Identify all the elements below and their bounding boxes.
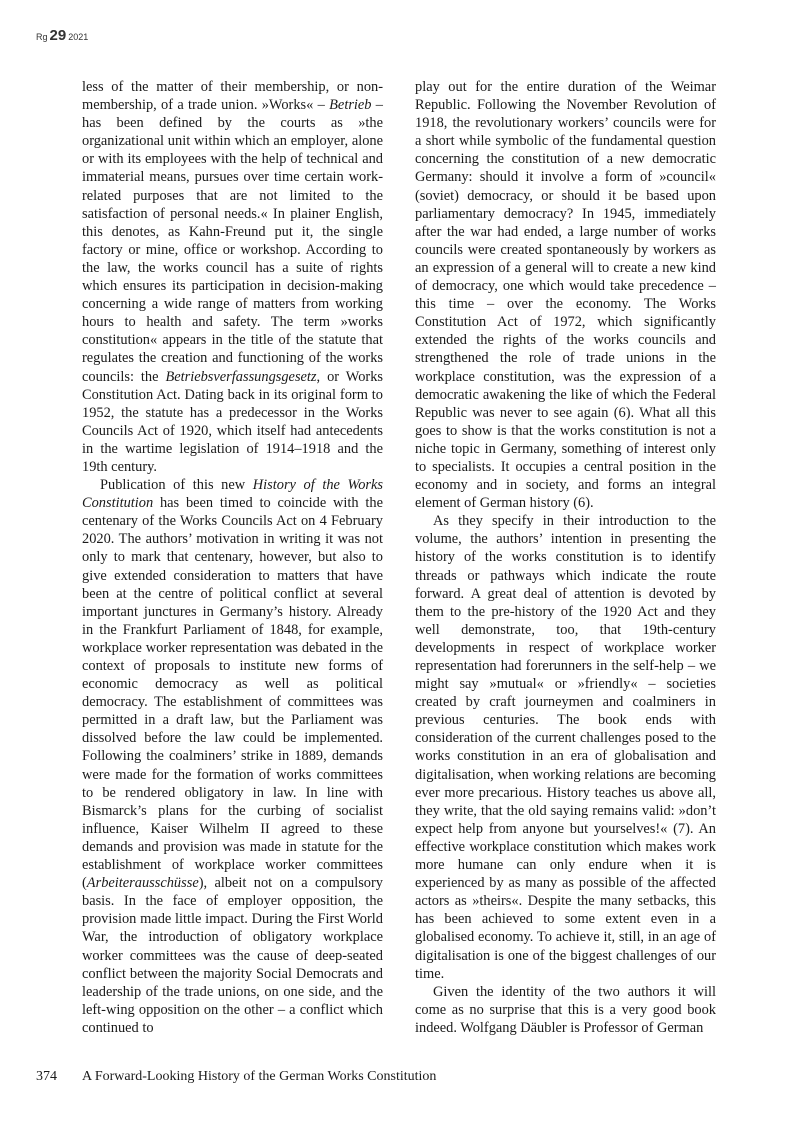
right-column	[415, 78, 716, 1037]
paragraph: Publication of this new History of the Works Constitution has been timed to coincide with the centenary of the Works Councils Act on 4 February 2020. The authors’ motivation in writing it was not only to mark that centenary, however, but also to give extended consideration to matters that have been at the centre of political conflict at several important junctures in Germany’s history. Already in the Frankfurt Parliament of 1848, for example, workplace worker representation was debated in the context of proposals to institute new forms of economic democracy as well as political democracy. The establishment of committees was permitted in a draft law, but the Parliament was dissolved before the law could be implemented. Following the coalminers’ strike in 1889, demands were made for the formation of works committees to be rendered obligatory in law. In line with Bismarck’s plans for the curbing of socialist influence, Kaiser Wilhelm II agreed to these demands and provision was made in statute for the establishment of workplace worker committees (Arbeiterausschüsse), albeit not on a compulsory basis. In the face of employer opposition, the provision made little impact. During the First World War, the introduction of obligatory workplace worker committees was the cause of deep-seated conflict between the majority Social Democrats and leadership of the trade unions, on one side, and the left-wing opposition on the other – a conflict which continued to	[82, 477, 383, 1036]
paragraph: Given the identity of the two authors it will come as no surprise that this is a very good book indeed. Wolfgang Däubler is Professor of German	[415, 983, 716, 1036]
italic-term: Betrieb	[329, 97, 372, 114]
page-number: 374	[36, 1069, 57, 1084]
publication-year: 2021	[68, 32, 89, 42]
page-footer	[36, 1069, 436, 1085]
running-title: A Forward-Looking History of the German Works Constitution	[82, 1069, 437, 1084]
italic-term: Arbeiterausschüsse	[86, 875, 199, 892]
paragraph: less of the matter of their membership, or non-membership, of a trade union. »Works« – Betrieb – has been defined by the courts as »the organizational unit within which an employer, alone or with its employees with the help of technical and immaterial means, pursues over time certain work-related purposes that are not limited to the satisfaction of personal needs.« In plainer English, this denotes, as Kahn-Freund put it, the single factory or mine, office or workshop. According to the law, the works council has a suite of rights which ensures its participation in decision-making concerning a wide range of matters from working hours to health and safety. The term »works constitution« appears in the title of the statute that regulates the creation and functioning of the works councils: the Betriebsverfassungsgesetz, or Works Constitution Act. Dating back in its original form to 1952, the statute has a predecessor in the Works Councils Act of 1920, which itself had antecedents in the wartime legislation of 1914–1918 and the 19th century.	[82, 79, 383, 475]
book-title: History of the Works Constitution	[82, 477, 383, 512]
italic-term: Betriebsverfassungsgesetz	[165, 368, 317, 385]
paragraph: play out for the entire duration of the Weimar Republic. Following the November Revolution of 1918, the revolutionary workers’ councils were for a short while symbolic of the fundamental question concerning the constitution of a new democratic Germany: should it involve a form of »council« (soviet) democracy, or should it be based upon parliamentary democracy? In 1945, immediately after the war had ended, a large number of works councils were created spontaneously by workers as an expression of a general will to create a new kind of democracy, one which would take precedence – this time – over the economy. The Works Constitution Act of 1972, which significantly extended the rights of the works councils and strengthened the role of trade unions in the workplace constitution, was the expression of a democratic awakening the like of which the Federal Republic was never to see again (6). What all this goes to show is that the works constitution is not a niche topic in Germany, something of interest only to specialists. It occupies a central position in the economy and in society, and forms an integral element of German history (6).	[415, 79, 716, 512]
volume-number: 29	[49, 27, 67, 44]
journal-abbrev: Rg	[36, 32, 48, 42]
journal-mark	[36, 28, 88, 43]
paragraph: As they specify in their introduction to the volume, the authors’ intention in presenting the history of the works constitution is to identify threads or pathways which indicate the route forward. A great deal of attention is devoted by them to the pre-history of the 1920 Act and they well demonstrate, too, that 19th-century developments in respect of workplace worker representation had forerunners in the self-help – we might say »mutual« or »friendly« – societies created by craft journeymen and coalminers in previous centuries. The book ends with consideration of the current challenges posed to the works constitution in an era of globalisation and digitalisation, when working relations are becoming ever more precarious. History teaches us above all, they write, that the old saying remains valid: »don’t expect help from anyone but yourselves!« (7). An effective workplace constitution which makes work more humane can only endure when it is experienced by as many as possible of the affected actors as »theirs«. Despite the many setbacks, this has been achieved to some extent even in a globalised economy. To achieve it, still, in an age of digitalisation is one of the biggest challenges of our time.	[415, 513, 716, 982]
left-column	[82, 78, 383, 1037]
